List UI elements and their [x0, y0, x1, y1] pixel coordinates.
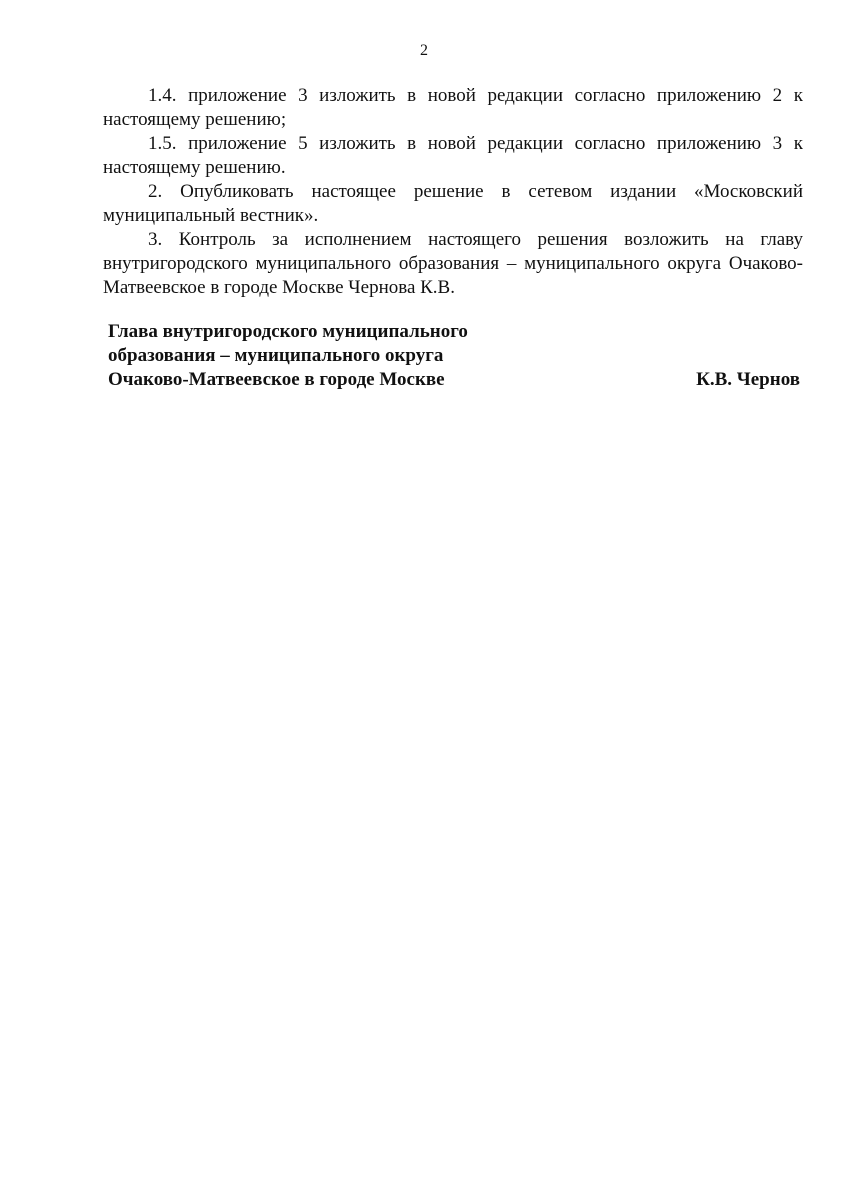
- signature-title-line-2: образования – муниципального округа: [108, 345, 444, 366]
- page-number: 2: [420, 42, 428, 59]
- document-body: [103, 84, 803, 300]
- signature-name: К.В. Чернов: [696, 369, 800, 390]
- paragraph-3: 3. Контроль за исполнением настоящего решения возложить на главу внутригородского муниципального образования – муниципального округа Очаково-Матвеевское в городе Москве Чернова К.В.: [103, 229, 803, 298]
- signature-block: [108, 320, 800, 392]
- signature-title: [108, 320, 468, 392]
- paragraph-2: 2. Опубликовать настоящее решение в сетевом издании «Московский муниципальный вестник».: [103, 181, 803, 226]
- signature-title-line-1: Глава внутригородского муниципального: [108, 321, 468, 342]
- paragraph-1-4: 1.4. приложение 3 изложить в новой редакции согласно приложению 2 к настоящему решению;: [103, 85, 803, 130]
- paragraph-1-5: 1.5. приложение 5 изложить в новой редакции согласно приложению 3 к настоящему решению.: [103, 133, 803, 178]
- signature-title-line-3: Очаково-Матвеевское в городе Москве: [108, 369, 445, 390]
